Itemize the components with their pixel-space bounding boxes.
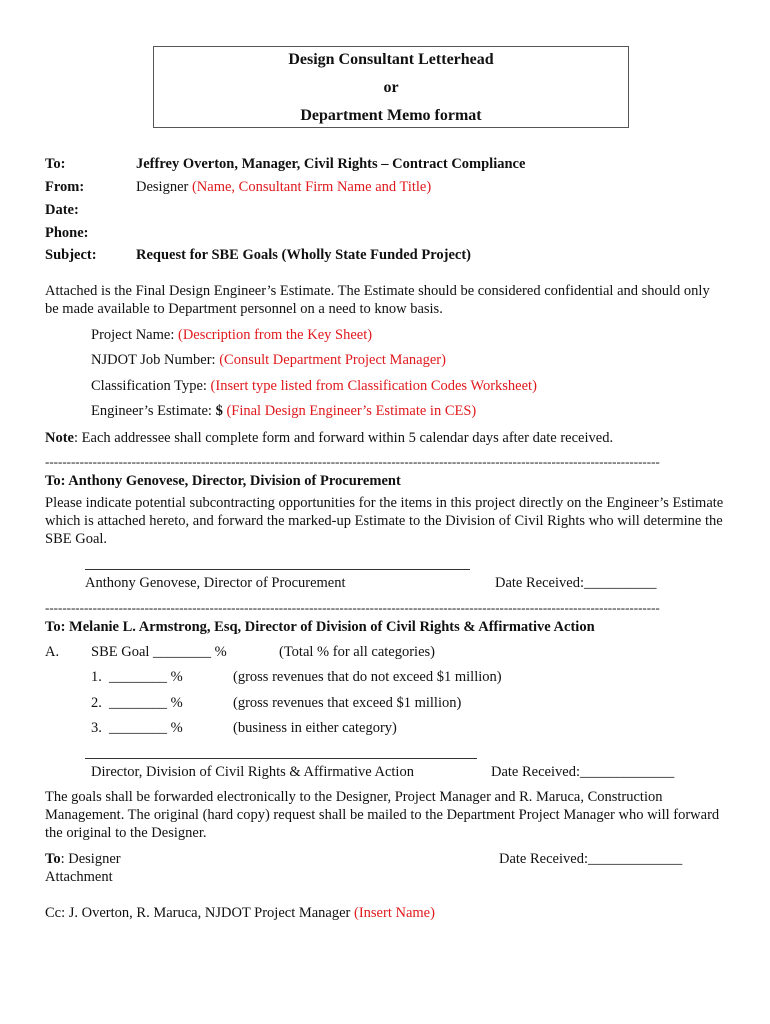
sub-item-2-description: (gross revenues that exceed $1 million) (233, 695, 462, 711)
from-label: From: (45, 179, 85, 195)
field-estimate (91, 402, 476, 420)
from-designer: Designer (136, 179, 189, 195)
field-estimate-label: Engineer’s Estimate: (91, 403, 212, 419)
procurement-signature-line (85, 569, 470, 570)
civil-rights-to-line (45, 618, 595, 636)
civil-rights-signature-line (85, 758, 477, 759)
sub-item-3-blank: ________ % (109, 720, 183, 736)
note-label: Note (45, 430, 74, 446)
sub-item-2-number: 2. (91, 695, 102, 711)
sub-item-1-description: (gross revenues that do not exceed $1 million) (233, 669, 502, 685)
letterhead-box (153, 46, 629, 128)
divider-2: ---------------------------------------------------------------------------------------------------------------------------------------------- (45, 601, 660, 615)
field-job-number (91, 351, 446, 369)
sub-item-3-number: 3. (91, 720, 102, 736)
procurement-date-received: Date Received:__________ (495, 575, 657, 591)
attachment-label: Attachment (45, 869, 113, 885)
field-project-name-label: Project Name: (91, 327, 175, 343)
item-a-label: A. (45, 644, 60, 660)
designer-to-line (45, 850, 121, 868)
field-classification-label: Classification Type: (91, 378, 207, 394)
civil-rights-to-label: To (45, 619, 61, 635)
sub-item-2-blank: ________ % (109, 695, 183, 711)
from-value (136, 178, 431, 196)
note-line (45, 429, 613, 447)
designer-to-value: : Designer (60, 851, 121, 867)
phone-label: Phone: (45, 225, 89, 241)
to-value: Jeffrey Overton, Manager, Civil Rights – Contract Compliance (136, 156, 526, 172)
closing-paragraph: The goals shall be forwarded electronically to the Designer, Project Manager and R. Maruca, Construction Management. The original (hard copy) request shall be mailed to the Department Project Manager who will forward the original to the Designer. (45, 789, 720, 841)
field-estimate-value: (Final Design Engineer’s Estimate in CES) (226, 403, 477, 419)
intro-paragraph: Attached is the Final Design Engineer’s Estimate. The Estimate should be considered confidential and should only be made available to Department personnel on a need to know basis. (45, 283, 710, 317)
field-job-number-value: (Consult Department Project Manager) (219, 352, 446, 368)
cc-text: Cc: J. Overton, R. Maruca, NJDOT Project Manager (45, 905, 351, 921)
divider-1: ---------------------------------------------------------------------------------------------------------------------------------------------- (45, 455, 660, 469)
date-label: Date: (45, 202, 79, 218)
procurement-signer: Anthony Genovese, Director of Procurement (85, 575, 346, 591)
field-job-number-label: NJDOT Job Number: (91, 352, 216, 368)
sub-item-1-number: 1. (91, 669, 102, 685)
field-project-name-value: (Description from the Key Sheet) (177, 327, 373, 343)
subject-label: Subject: (45, 247, 97, 263)
cc-line (45, 904, 435, 922)
designer-to-label: To (45, 851, 61, 867)
designer-date-received: Date Received:_____________ (499, 851, 683, 867)
civil-rights-signer: Director, Division of Civil Rights & Affirmative Action (91, 764, 414, 780)
subject-value: Request for SBE Goals (Wholly State Funded Project) (136, 247, 471, 263)
field-classification-value: (Insert type listed from Classification Codes Worksheet) (210, 378, 537, 394)
item-a-sbe-goal: SBE Goal ________ % (91, 644, 227, 660)
civil-rights-to-value: : Melanie L. Armstrong, Esq, Director of Division of Civil Rights & Affirmative Action (60, 619, 595, 635)
field-classification (91, 377, 537, 395)
field-estimate-dollar: $ (215, 403, 223, 419)
from-placeholder: (Name, Consultant Firm Name and Title) (191, 179, 432, 195)
item-a-description: (Total % for all categories) (279, 644, 435, 660)
sub-item-3-description: (business in either category) (233, 720, 397, 736)
procurement-paragraph: Please indicate potential subcontracting opportunities for the items in this project directly on the Engineer’s Estimate which is attached hereto, and forward the marked-up Estimate to the Division of Civil Rights who will determine the SBE Goal. (45, 495, 724, 547)
letterhead-line-3: Department Memo format (300, 107, 482, 124)
letterhead-line-1: Design Consultant Letterhead (288, 51, 494, 68)
note-text: : Each addressee shall complete form and forward within 5 calendar days after date received. (74, 430, 614, 446)
procurement-to-line: To: Anthony Genovese, Director, Division of Procurement (45, 473, 401, 489)
sub-item-1-blank: ________ % (109, 669, 183, 685)
field-project-name (91, 326, 372, 344)
civil-rights-date-received: Date Received:_____________ (491, 764, 675, 780)
cc-placeholder: (Insert Name) (354, 905, 435, 921)
to-label: To: (45, 156, 66, 172)
letterhead-line-2: or (383, 79, 399, 96)
